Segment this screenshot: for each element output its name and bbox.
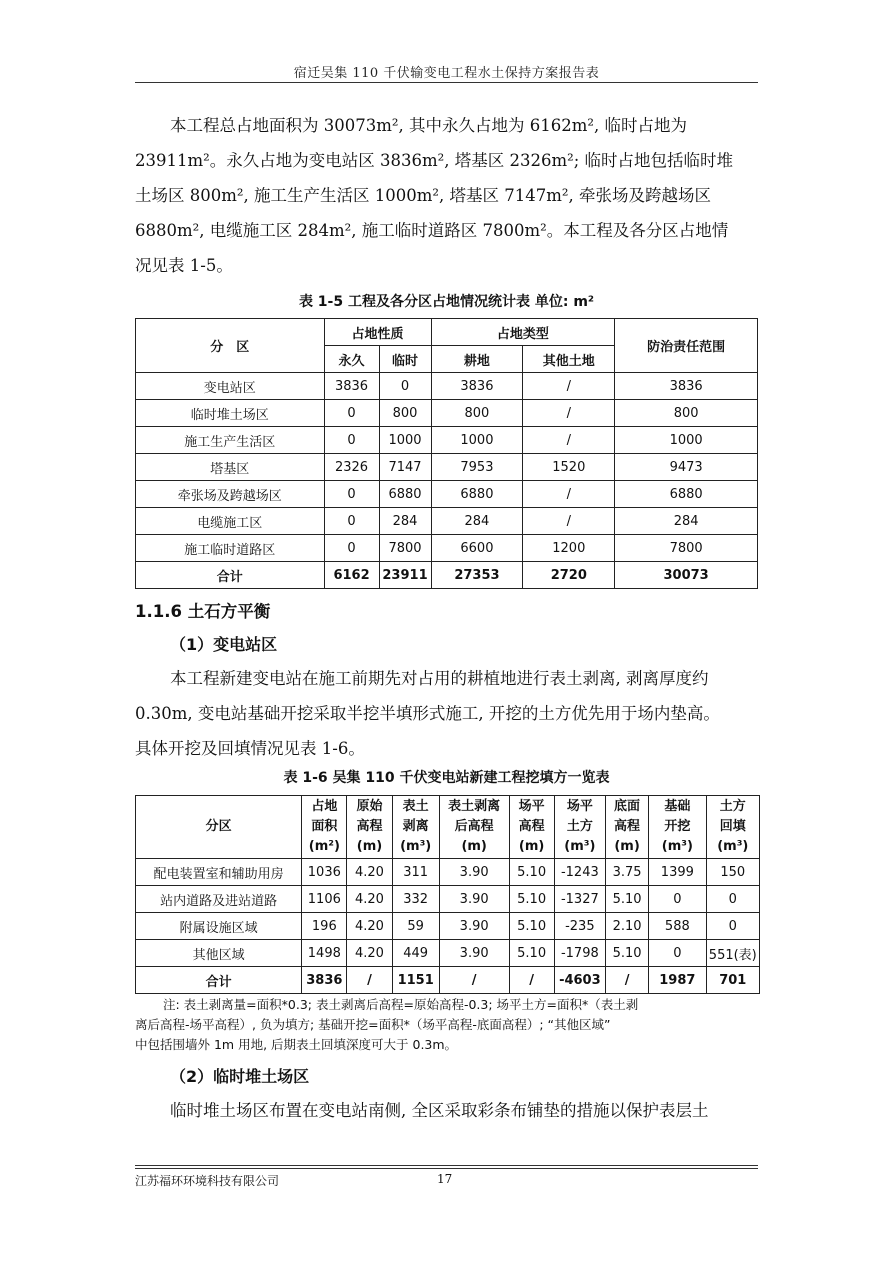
table-cell: 701 <box>706 967 759 994</box>
table-cell: 6880 <box>379 481 431 508</box>
subsection-heading: （1）变电站区 <box>170 635 278 654</box>
table-cell: / <box>439 967 509 994</box>
table-cell: 0 <box>324 427 379 454</box>
header-line: 土方 <box>566 819 593 834</box>
table-cell: -1798 <box>554 940 605 967</box>
table-cell: 施工临时道路区 <box>136 535 325 562</box>
paragraph-line: 0.30m, 变电站基础开挖采取半挖半填形式施工, 开挖的土方优先用于场内垫高。 <box>135 704 720 723</box>
substation-paragraph <box>135 661 758 766</box>
table-cell: 配电装置室和辅助用房 <box>136 859 302 886</box>
table-cell: 6600 <box>431 535 523 562</box>
table-cell: 284 <box>431 508 523 535</box>
header-line: 表土剥离 <box>448 799 501 814</box>
table-cell: 5.10 <box>606 940 649 967</box>
table-cell: 3.90 <box>439 940 509 967</box>
table-header-cell <box>649 796 706 859</box>
table-cell: 1987 <box>649 967 706 994</box>
table-cell: 1000 <box>431 427 523 454</box>
table-cell: 551(表) <box>706 940 759 967</box>
table-cell: -1327 <box>554 886 605 913</box>
table-note <box>135 995 760 1055</box>
table-cell: 449 <box>392 940 439 967</box>
header-line: 剥离 <box>402 819 429 834</box>
table-cell: 施工生产生活区 <box>136 427 325 454</box>
header-line: 场平 <box>566 799 593 814</box>
table-cell: 1000 <box>379 427 431 454</box>
table-cell: 电缆施工区 <box>136 508 325 535</box>
table-cell: 1000 <box>615 427 758 454</box>
intro-line: 况见表 1-5。 <box>135 256 233 275</box>
table-row <box>136 373 758 400</box>
header-line: 分区 <box>205 819 232 834</box>
table-cell: 23911 <box>379 562 431 589</box>
table-header-cell <box>392 796 439 859</box>
table-cell: 284 <box>615 508 758 535</box>
table-cell: 4.20 <box>347 886 392 913</box>
table-cell: / <box>606 967 649 994</box>
paragraph-line: 临时堆土场区布置在变电站南侧, 全区采取彩条布铺垫的措施以保护表层土 <box>170 1101 709 1120</box>
table-cell: 332 <box>392 886 439 913</box>
header-other-land: 其他土地 <box>523 346 615 373</box>
header-line: (m) <box>356 839 383 854</box>
table-cell: 3.90 <box>439 886 509 913</box>
table-cell: 2720 <box>523 562 615 589</box>
table-cell: 5.10 <box>509 859 554 886</box>
table-cell: 其他区域 <box>136 940 302 967</box>
table-cell: / <box>523 373 615 400</box>
table-row <box>136 481 758 508</box>
table-cell: 0 <box>324 481 379 508</box>
table-row <box>136 400 758 427</box>
table-cell: 塔基区 <box>136 454 325 481</box>
header-land-nature: 占地性质 <box>324 319 431 346</box>
table-row <box>136 427 758 454</box>
table-cell: 3.90 <box>439 859 509 886</box>
header-temporary: 临时 <box>379 346 431 373</box>
table-cell: -1243 <box>554 859 605 886</box>
table-header-cell <box>509 796 554 859</box>
table-cell: 5.10 <box>509 886 554 913</box>
table-cell: 6880 <box>431 481 523 508</box>
land-use-table-body <box>136 373 758 562</box>
table-header-cell <box>136 796 302 859</box>
table-cell: 0 <box>324 535 379 562</box>
header-line: 面积 <box>311 819 338 834</box>
table-cell: 0 <box>324 400 379 427</box>
note-line: 中包括围墙外 1m 用地, 后期表土回填深度可大于 0.3m。 <box>135 1037 458 1052</box>
table-cell: 1200 <box>523 535 615 562</box>
page-number: 17 <box>437 1172 453 1186</box>
table-cell: 3836 <box>615 373 758 400</box>
table-cell: 284 <box>379 508 431 535</box>
table-cell: 4.20 <box>347 940 392 967</box>
header-land-type: 占地类型 <box>431 319 615 346</box>
table-cell: -4603 <box>554 967 605 994</box>
intro-paragraph <box>135 108 758 283</box>
table-cell: 9473 <box>615 454 758 481</box>
table-cell: 0 <box>706 886 759 913</box>
table-cell: 0 <box>649 886 706 913</box>
table-cell: 站内道路及进站道路 <box>136 886 302 913</box>
table-row <box>136 508 758 535</box>
table-cell: 800 <box>431 400 523 427</box>
header-line: 基础 <box>664 799 691 814</box>
table-header-cell <box>439 796 509 859</box>
table-cell: 5.10 <box>606 886 649 913</box>
table-cell: 800 <box>615 400 758 427</box>
table-cell: 合计 <box>136 562 325 589</box>
table-cell: 2.10 <box>606 913 649 940</box>
table-cell: 4.20 <box>347 859 392 886</box>
earthwork-table <box>135 795 760 994</box>
table-cell: / <box>509 967 554 994</box>
table-cell: 7147 <box>379 454 431 481</box>
header-farmland: 耕地 <box>431 346 523 373</box>
table-cell: 7800 <box>615 535 758 562</box>
table-cell: 3.90 <box>439 913 509 940</box>
table-cell: 1151 <box>392 967 439 994</box>
intro-line: 土场区 800m², 施工生产生活区 1000m², 塔基区 7147m², 牵张场及跨越场区 <box>135 186 711 205</box>
table-cell: 6880 <box>615 481 758 508</box>
table-row <box>136 454 758 481</box>
table-header-cell <box>302 796 347 859</box>
footer-company: 江苏福环环境科技有限公司 <box>135 1174 280 1188</box>
table-cell: 1399 <box>649 859 706 886</box>
table-header-row <box>136 796 760 859</box>
table-1-6-caption: 表 1-6 吴集 110 千伏变电站新建工程挖填方一览表 <box>283 770 610 786</box>
table-cell: 3836 <box>302 967 347 994</box>
table-cell: 1106 <box>302 886 347 913</box>
header-line: 高程 <box>356 819 383 834</box>
header-line: (m³) <box>717 839 749 854</box>
paragraph-line: 具体开挖及回填情况见表 1-6。 <box>135 739 365 758</box>
table-cell: 311 <box>392 859 439 886</box>
header-line: 底面 <box>614 799 641 814</box>
header-responsibility-scope: 防治责任范围 <box>615 319 758 373</box>
table-cell: 5.10 <box>509 940 554 967</box>
note-line: 注: 表土剥离量=面积*0.3; 表土剥离后高程=原始高程-0.3; 场平土方=面积*（表土剥 <box>163 997 639 1012</box>
table-cell: / <box>523 400 615 427</box>
table-cell: 3.75 <box>606 859 649 886</box>
table-cell: 牵张场及跨越场区 <box>136 481 325 508</box>
table-cell: / <box>347 967 392 994</box>
table-cell: 27353 <box>431 562 523 589</box>
table-cell: 6162 <box>324 562 379 589</box>
section-heading: 1.1.6 土石方平衡 <box>135 602 271 621</box>
header-zone: 分 区 <box>136 319 325 373</box>
table-cell: 附属设施区域 <box>136 913 302 940</box>
header-line: (m) <box>518 839 545 854</box>
header-line: (m²) <box>308 839 340 854</box>
intro-line: 23911m²。永久占地为变电站区 3836m², 塔基区 2326m²; 临时占地包括临时堆 <box>135 151 734 170</box>
header-line: 回填 <box>719 819 746 834</box>
table-cell: 0 <box>324 508 379 535</box>
table-cell: 3836 <box>324 373 379 400</box>
table-cell: 0 <box>649 940 706 967</box>
table-cell: 0 <box>706 913 759 940</box>
subsection-heading: （2）临时堆土场区 <box>170 1067 310 1086</box>
header-line: 后高程 <box>454 819 494 834</box>
header-rule <box>135 82 758 83</box>
table-total-row <box>136 967 760 994</box>
land-use-table <box>135 318 758 589</box>
footer-rule <box>135 1165 758 1166</box>
header-line: 高程 <box>518 819 545 834</box>
header-line: 高程 <box>614 819 641 834</box>
table-cell: 2326 <box>324 454 379 481</box>
table-cell: 59 <box>392 913 439 940</box>
earthwork-table-body <box>136 859 760 967</box>
header-line: 土方 <box>719 799 746 814</box>
header-line: (m³) <box>661 839 693 854</box>
header-line: 场平 <box>518 799 545 814</box>
header-line: (m) <box>461 839 487 854</box>
table-cell: 588 <box>649 913 706 940</box>
table-cell: 0 <box>379 373 431 400</box>
table-row <box>136 859 760 886</box>
header-line: (m) <box>614 839 640 854</box>
table-row <box>136 940 760 967</box>
header-permanent: 永久 <box>324 346 379 373</box>
table-cell: / <box>523 481 615 508</box>
table-header-cell <box>706 796 759 859</box>
header-line: 开挖 <box>664 819 691 834</box>
table-cell: 30073 <box>615 562 758 589</box>
table-cell: -235 <box>554 913 605 940</box>
header-line: 原始 <box>356 799 383 814</box>
header-line: (m³) <box>400 839 432 854</box>
table-row <box>136 886 760 913</box>
intro-line: 6880m², 电缆施工区 284m², 施工临时道路区 7800m²。本工程及各分区占地情 <box>135 221 729 240</box>
table-cell: 临时堆土场区 <box>136 400 325 427</box>
table-cell: / <box>523 427 615 454</box>
table-cell: 196 <box>302 913 347 940</box>
table-total-row <box>136 562 758 589</box>
running-header: 宿迁吴集 110 千伏输变电工程水土保持方案报告表 <box>293 66 600 81</box>
table-cell: 7800 <box>379 535 431 562</box>
table-cell: 5.10 <box>509 913 554 940</box>
intro-line: 本工程总占地面积为 30073m², 其中永久占地为 6162m², 临时占地为 <box>170 116 687 135</box>
table-cell: 800 <box>379 400 431 427</box>
note-line: 离后高程-场平高程）, 负为填方; 基础开挖=面积*（场平高程-底面高程）; “其他区域” <box>135 1017 611 1032</box>
footer-rule <box>135 1168 758 1169</box>
table-header-cell <box>347 796 392 859</box>
table-row <box>136 535 758 562</box>
table-cell: 合计 <box>136 967 302 994</box>
table-cell: / <box>523 508 615 535</box>
table-cell: 1520 <box>523 454 615 481</box>
header-line: 占地 <box>311 799 338 814</box>
table-cell: 7953 <box>431 454 523 481</box>
stockpile-paragraph <box>135 1093 758 1128</box>
table-header-cell <box>606 796 649 859</box>
table-cell: 4.20 <box>347 913 392 940</box>
table-1-5-caption: 表 1-5 工程及各分区占地情况统计表 单位: m² <box>298 294 595 310</box>
table-cell: 3836 <box>431 373 523 400</box>
paragraph-line: 本工程新建变电站在施工前期先对占用的耕植地进行表土剥离, 剥离厚度约 <box>170 669 709 688</box>
header-line: 表土 <box>402 799 429 814</box>
table-cell: 150 <box>706 859 759 886</box>
table-cell: 1498 <box>302 940 347 967</box>
header-line: (m³) <box>564 839 596 854</box>
table-header-cell <box>554 796 605 859</box>
table-cell: 变电站区 <box>136 373 325 400</box>
table-cell: 1036 <box>302 859 347 886</box>
table-row <box>136 913 760 940</box>
